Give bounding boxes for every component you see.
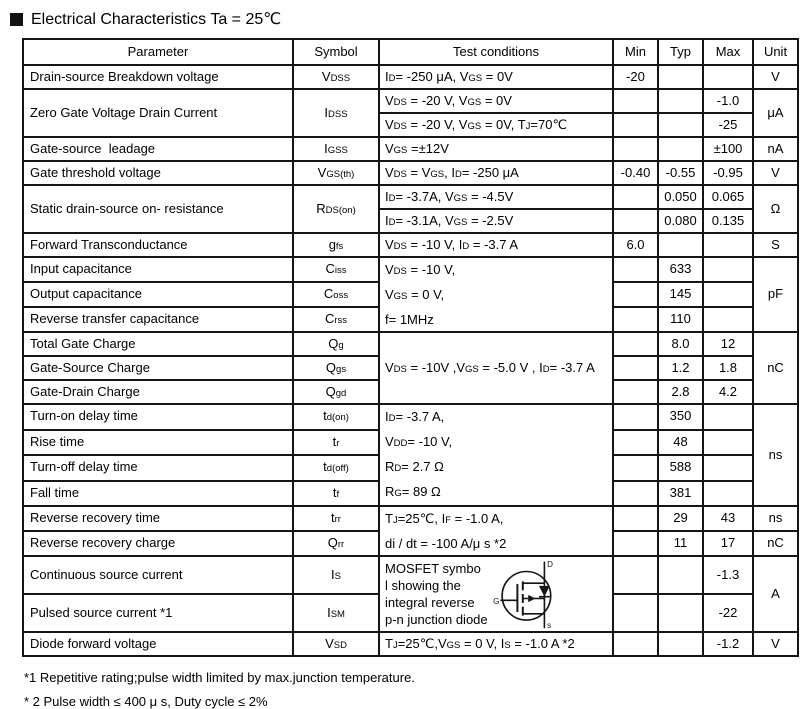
typ-cell: 588 bbox=[658, 455, 703, 481]
symbol-cell: Qg bbox=[293, 332, 379, 356]
parameter-cell: Reverse recovery time bbox=[23, 506, 293, 531]
footnote-2: * 2 Pulse width ≤ 400 μ s, Duty cycle ≤ 2% bbox=[24, 694, 268, 709]
max-cell: 0.135 bbox=[703, 209, 753, 233]
subscript: DS bbox=[393, 240, 407, 252]
min-cell bbox=[613, 257, 658, 282]
symbol-cell: RDS(on) bbox=[293, 185, 379, 233]
subscript: D bbox=[542, 363, 550, 375]
unit-cell: Ω bbox=[753, 185, 798, 233]
min-cell bbox=[613, 594, 658, 632]
max-cell bbox=[703, 481, 753, 507]
symbol-cell: IDSS bbox=[293, 89, 379, 137]
parameter-cell: Continuous source current bbox=[23, 556, 293, 594]
table-row bbox=[23, 161, 798, 185]
min-cell bbox=[613, 455, 658, 481]
min-cell bbox=[613, 307, 658, 332]
symbol-cell: ISM bbox=[293, 594, 379, 632]
typ-cell: 48 bbox=[658, 430, 703, 456]
table-row bbox=[23, 137, 798, 161]
parameter-cell: Gate-source leadage bbox=[23, 137, 293, 161]
spec-table-head bbox=[23, 39, 798, 65]
min-cell bbox=[613, 282, 658, 307]
symbol-cell: trr bbox=[293, 506, 379, 531]
cond-cell: VGS =±12V bbox=[379, 137, 613, 161]
table-row bbox=[23, 404, 798, 430]
cond-cell: TJ=25℃, IF = -1.0 A, di / dt = -100 A/μ s *2 bbox=[379, 506, 613, 556]
typ-cell: 2.8 bbox=[658, 380, 703, 404]
symbol-cell: tf bbox=[293, 481, 379, 507]
subscript: D bbox=[394, 463, 402, 474]
subscript: d(off) bbox=[326, 463, 349, 475]
min-cell bbox=[613, 113, 658, 137]
parameter-cell: Rise time bbox=[23, 430, 293, 456]
max-cell: -0.95 bbox=[703, 161, 753, 185]
header-symbol: Symbol bbox=[293, 39, 379, 65]
typ-cell: 633 bbox=[658, 257, 703, 282]
subscript: D bbox=[462, 240, 470, 252]
max-cell: -1.3 bbox=[703, 556, 753, 594]
subscript: GS bbox=[467, 96, 482, 108]
symbol-cell: Ciss bbox=[293, 257, 379, 282]
cond-cell: VDS = -10 V, VGS = 0 V, f= 1MHz bbox=[379, 257, 613, 332]
min-cell bbox=[613, 556, 658, 594]
subscript: GS bbox=[393, 291, 408, 302]
parameter-cell: Turn-on delay time bbox=[23, 404, 293, 430]
max-cell: ±100 bbox=[703, 137, 753, 161]
parameter-cell: Zero Gate Voltage Drain Current bbox=[23, 89, 293, 137]
subscript: GS bbox=[446, 639, 461, 651]
footnote-1: *1 Repetitive rating;pulse width limited by max.junction temperature. bbox=[24, 670, 415, 685]
header-test-conditions: Test conditions bbox=[379, 39, 613, 65]
max-cell bbox=[703, 430, 753, 456]
mosfet-source-label: s bbox=[546, 621, 551, 630]
subscript: gs bbox=[336, 363, 347, 375]
typ-cell bbox=[658, 594, 703, 632]
section-title bbox=[10, 9, 797, 29]
max-cell: 17 bbox=[703, 531, 753, 556]
symbol-cell: Crss bbox=[293, 307, 379, 332]
subscript: DS(on) bbox=[325, 204, 356, 216]
subscript: GS bbox=[453, 216, 468, 228]
typ-cell bbox=[658, 65, 703, 89]
cond-cell: VDS = VGS, ID= -250 μA bbox=[379, 161, 613, 185]
min-cell: 6.0 bbox=[613, 233, 658, 257]
subscript: DSS bbox=[328, 108, 348, 120]
min-cell bbox=[613, 209, 658, 233]
unit-cell: S bbox=[753, 233, 798, 257]
cond-cell: ID= -3.1A, VGS = -2.5V bbox=[379, 209, 613, 233]
symbol-cell: VGS(th) bbox=[293, 161, 379, 185]
section-marker-icon bbox=[10, 13, 23, 26]
subscript: r bbox=[336, 437, 340, 449]
typ-cell: -0.55 bbox=[658, 161, 703, 185]
max-cell: 43 bbox=[703, 506, 753, 531]
subscript: f bbox=[336, 488, 340, 500]
min-cell: -20 bbox=[613, 65, 658, 89]
max-cell: 1.8 bbox=[703, 356, 753, 380]
mosfet-gate-label: G bbox=[492, 596, 500, 606]
max-cell: 12 bbox=[703, 332, 753, 356]
parameter-cell: Total Gate Charge bbox=[23, 332, 293, 356]
subscript: rr bbox=[334, 514, 341, 526]
subscript: DS bbox=[393, 363, 407, 375]
unit-cell: V bbox=[753, 632, 798, 656]
subscript: GSS bbox=[327, 144, 348, 156]
symbol-cell: td(off) bbox=[293, 455, 379, 481]
symbol-cell: VSD bbox=[293, 632, 379, 656]
cond-cell: ID= -3.7 A, VDD= -10 V, RD= 2.7 Ω RG= 89 Ω bbox=[379, 404, 613, 506]
spec-table-body bbox=[23, 65, 798, 656]
unit-cell: nC bbox=[753, 332, 798, 404]
table-row bbox=[23, 89, 798, 113]
typ-cell: 381 bbox=[658, 481, 703, 507]
min-cell bbox=[613, 356, 658, 380]
min-cell bbox=[613, 632, 658, 656]
parameter-cell: Fall time bbox=[23, 481, 293, 507]
typ-cell bbox=[658, 137, 703, 161]
parameter-cell: Pulsed source current *1 bbox=[23, 594, 293, 632]
min-cell bbox=[613, 404, 658, 430]
subscript: GS bbox=[430, 168, 445, 180]
min-cell bbox=[613, 332, 658, 356]
subscript: DSS bbox=[330, 72, 351, 84]
symbol-cell: IGSS bbox=[293, 137, 379, 161]
subscript: GS(th) bbox=[326, 168, 355, 180]
typ-cell: 8.0 bbox=[658, 332, 703, 356]
parameter-cell: Static drain-source on- resistance bbox=[23, 185, 293, 233]
header-parameter: Parameter bbox=[23, 39, 293, 65]
typ-cell: 29 bbox=[658, 506, 703, 531]
cond-cell: VDS = -20 V, VGS = 0V, TJ=70℃ bbox=[379, 113, 613, 137]
subscript: J bbox=[525, 120, 531, 132]
typ-cell bbox=[658, 556, 703, 594]
header-row bbox=[23, 39, 798, 65]
symbol-cell: VDSS bbox=[293, 65, 379, 89]
table-row bbox=[23, 332, 798, 356]
subscript: S bbox=[334, 570, 341, 582]
unit-cell: ns bbox=[753, 506, 798, 531]
subscript: GS bbox=[465, 363, 479, 375]
typ-cell: 145 bbox=[658, 282, 703, 307]
table-row bbox=[23, 65, 798, 89]
table-row bbox=[23, 506, 798, 531]
cond-cell: ID= -250 μA, VGS = 0V bbox=[379, 65, 613, 89]
unit-cell: nA bbox=[753, 137, 798, 161]
max-cell bbox=[703, 282, 753, 307]
subscript: DS bbox=[393, 120, 407, 132]
parameter-cell: Gate threshold voltage bbox=[23, 161, 293, 185]
table-row bbox=[23, 632, 798, 656]
mosfet-symbol-diagram bbox=[490, 558, 570, 630]
unit-cell: A bbox=[753, 556, 798, 632]
subscript: rss bbox=[334, 315, 348, 327]
subscript: oss bbox=[333, 290, 349, 302]
parameter-cell: Turn-off delay time bbox=[23, 455, 293, 481]
subscript: D bbox=[388, 72, 396, 84]
table-row bbox=[23, 257, 798, 282]
symbol-cell: Coss bbox=[293, 282, 379, 307]
subscript: gd bbox=[335, 387, 347, 399]
max-cell bbox=[703, 233, 753, 257]
subscript: GS bbox=[393, 144, 408, 156]
subscript: rr bbox=[337, 539, 345, 551]
max-cell: -22 bbox=[703, 594, 753, 632]
symbol-cell: IS bbox=[293, 556, 379, 594]
min-cell bbox=[613, 185, 658, 209]
subscript: SM bbox=[330, 608, 345, 620]
subscript: GS bbox=[467, 120, 482, 132]
max-cell bbox=[703, 65, 753, 89]
cond-cell: VDS = -20 V, VGS = 0V bbox=[379, 89, 613, 113]
symbol-cell: Qgs bbox=[293, 356, 379, 380]
subscript: g bbox=[338, 339, 344, 351]
symbol-cell: gfs bbox=[293, 233, 379, 257]
subscript: SD bbox=[333, 639, 347, 651]
typ-cell bbox=[658, 233, 703, 257]
parameter-cell: Reverse recovery charge bbox=[23, 531, 293, 556]
min-cell: -0.40 bbox=[613, 161, 658, 185]
subscript: fs bbox=[335, 240, 344, 252]
unit-cell: ns bbox=[753, 404, 798, 506]
max-cell: -1.2 bbox=[703, 632, 753, 656]
mosfet-drain-label: D bbox=[546, 560, 553, 569]
subscript: J bbox=[392, 515, 398, 526]
typ-cell: 0.050 bbox=[658, 185, 703, 209]
min-cell bbox=[613, 137, 658, 161]
subscript: DS bbox=[393, 168, 407, 180]
parameter-cell: Reverse transfer capacitance bbox=[23, 307, 293, 332]
header-min: Min bbox=[613, 39, 658, 65]
cond-cell: ID= -3.7A, VGS = -4.5V bbox=[379, 185, 613, 209]
subscript: F bbox=[445, 515, 452, 526]
subscript: d(on) bbox=[326, 412, 349, 424]
subscript: DD bbox=[393, 438, 408, 449]
table-row bbox=[23, 233, 798, 257]
max-cell bbox=[703, 404, 753, 430]
symbol-cell: tr bbox=[293, 430, 379, 456]
parameter-cell: Forward Transconductance bbox=[23, 233, 293, 257]
symbol-cell: td(on) bbox=[293, 404, 379, 430]
subscript: DS bbox=[393, 266, 407, 277]
parameter-cell: Gate-Drain Charge bbox=[23, 380, 293, 404]
max-cell: 4.2 bbox=[703, 380, 753, 404]
header-max: Max bbox=[703, 39, 753, 65]
parameter-cell: Gate-Source Charge bbox=[23, 356, 293, 380]
subscript: S bbox=[504, 639, 511, 651]
typ-cell bbox=[658, 89, 703, 113]
min-cell bbox=[613, 531, 658, 556]
typ-cell: 1.2 bbox=[658, 356, 703, 380]
typ-cell bbox=[658, 113, 703, 137]
header-unit: Unit bbox=[753, 39, 798, 65]
cond-cell: TJ=25℃,VGS = 0 V, IS = -1.0 A *2 bbox=[379, 632, 613, 656]
table-row bbox=[23, 556, 798, 594]
unit-cell: pF bbox=[753, 257, 798, 332]
max-cell bbox=[703, 455, 753, 481]
min-cell bbox=[613, 380, 658, 404]
parameter-cell: Diode forward voltage bbox=[23, 632, 293, 656]
max-cell bbox=[703, 307, 753, 332]
min-cell bbox=[613, 430, 658, 456]
max-cell: -25 bbox=[703, 113, 753, 137]
min-cell bbox=[613, 506, 658, 531]
subscript: GS bbox=[453, 192, 468, 204]
subscript: G bbox=[394, 488, 402, 499]
typ-cell: 11 bbox=[658, 531, 703, 556]
typ-cell: 0.080 bbox=[658, 209, 703, 233]
symbol-cell: Qgd bbox=[293, 380, 379, 404]
subscript: GS bbox=[468, 72, 483, 84]
subscript: D bbox=[388, 216, 396, 228]
subscript: DS bbox=[393, 96, 407, 108]
subscript: J bbox=[392, 639, 398, 651]
min-cell bbox=[613, 481, 658, 507]
section-title-text: Electrical Characteristics Ta = 25℃ bbox=[31, 11, 282, 28]
subscript: D bbox=[388, 413, 396, 424]
unit-cell: V bbox=[753, 65, 798, 89]
typ-cell: 350 bbox=[658, 404, 703, 430]
spec-table bbox=[22, 38, 799, 657]
symbol-cell: Qrr bbox=[293, 531, 379, 556]
min-cell bbox=[613, 89, 658, 113]
cond-cell: MOSFET symbo l showing the integral reverse p-n junction diode D G s bbox=[379, 556, 613, 632]
header-typ: Typ bbox=[658, 39, 703, 65]
max-cell bbox=[703, 257, 753, 282]
unit-cell: V bbox=[753, 161, 798, 185]
unit-cell: nC bbox=[753, 531, 798, 556]
subscript: iss bbox=[334, 265, 347, 277]
max-cell: 0.065 bbox=[703, 185, 753, 209]
subscript: D bbox=[388, 192, 396, 204]
max-cell: -1.0 bbox=[703, 89, 753, 113]
cond-cell: VDS = -10 V, ID = -3.7 A bbox=[379, 233, 613, 257]
footnotes bbox=[24, 670, 797, 709]
unit-cell: μA bbox=[753, 89, 798, 137]
parameter-cell: Output capacitance bbox=[23, 282, 293, 307]
parameter-cell: Drain-source Breakdown voltage bbox=[23, 65, 293, 89]
typ-cell: 110 bbox=[658, 307, 703, 332]
table-row bbox=[23, 185, 798, 209]
parameter-cell: Input capacitance bbox=[23, 257, 293, 282]
typ-cell bbox=[658, 632, 703, 656]
subscript: D bbox=[454, 168, 462, 180]
cond-cell: VDS = -10V ,VGS = -5.0 V , ID= -3.7 A bbox=[379, 332, 613, 404]
